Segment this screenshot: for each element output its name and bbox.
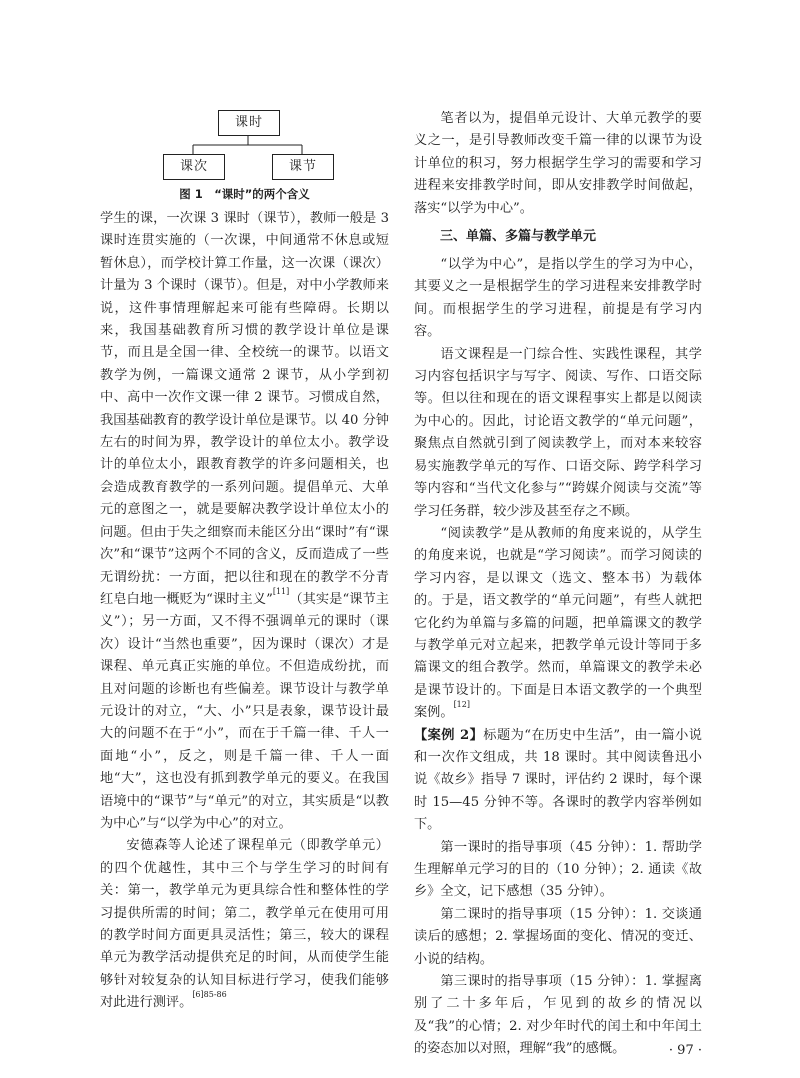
right-paragraph-2: “以学为中心”，是指以学生的学习为中心，其要义之一是根据学生的学习进程来安排教学时间。而根据学生的学习进程，前提是有学习内容。 <box>414 257 702 340</box>
right-column-text <box>414 108 702 1061</box>
left-column-text <box>100 208 389 1015</box>
left-paragraph-1-text: 学生的课，一次课 3 课时（课节），教师一般是 3 课时连贯实施的（一次课，中间通常不休息或短暂休息），而学校计算工作量，这一次课（课次）计量为 3 个课时（课节）。但是，对中小学教师来说，这件事情理解起来可能有些障碍。长期以来，我国基础教育所习惯的教学设计单位是课节，而且是全国一律、全校统一的课节。以语文教学为例，一篇课文通常 2 课节，从小学到初中、高中一次作文课一律 2 课节。习惯成自然，我国基础教育的教学设计单位是课节。以 40 分钟左右的时间为界，教学设计的单位太小。教学设计的单位太小，跟教育教学的许多问题相关，也会造成教育教学的一系列问题。提倡单元、大单元的意图之一，就是要解决教学设计单位太小的问题。但由于失之细察而未能区分出“课时”有“课次”和“课节”这两个不同的含义，反而造成了一些无谓纷扰：一方面，把以往和现在的教学不分青红皂白地一概贬为“课时主义” <box>100 211 389 607</box>
figure-1 <box>100 0 389 215</box>
right-paragraph-4-text: “阅读教学”是从教师的角度来说的，从学生的角度来说，也就是“学习阅读”。而学习阅读的学习内容，是以课文（选文、整本书）为载体的。于是，语文教学的“单元问题”，有些人就把它化约为单篇与多篇的问题，把单篇课文的教学与教学单元对立起来，把教学单元设计等同于多篇课文的组合教学。然而，单篇课文的教学未必是课节设计的。下面是日本语文教学的一个典型案例。 <box>414 525 702 721</box>
figure-caption: 图 1 “课时”的两个含义 <box>179 187 310 201</box>
lesson-3-paragraph: 第三课时的指导事项（15 分钟）：1. 掌握离别了二十多年后，乍见到的故乡的情况以及“我”的心情；2. 对少年时代的闰土和中年闰土的姿态加以对照，理解“我”的感慨。 <box>414 974 702 1057</box>
left-paragraph-2 <box>100 835 389 1014</box>
citation-12: [12] <box>453 700 470 710</box>
citation-11: [11] <box>272 586 290 596</box>
lesson-1-paragraph: 第一课时的指导事项（45 分钟）：1. 帮助学生理解单元学习的目的（10 分钟）；2. 通读《故乡》全文，记下感想（35 分钟）。 <box>414 839 702 900</box>
figure-box-keci: 课次 <box>163 154 225 180</box>
right-paragraph-4 <box>414 523 702 725</box>
figure-box-keshi: 课时 <box>218 110 280 136</box>
case-2-text: 标题为“在历史中生活”，由一篇小说和一次作文组成，共 18 课时。其中阅读鲁迅小说《故乡》指导 7 课时，评估约 2 课时，每个课时 15—45 分钟不等。各课时的教学内容举例如下。 <box>414 727 702 833</box>
figure-box-kejie: 课节 <box>272 154 334 180</box>
left-paragraph-1-continued: （其实是“课节主义”）；另一方面，又不得不强调单元的课时（课次）设计“当然也重要”，因为课时（课次）才是课程、单元真正实施的单位。不但造成纷扰，而且对问题的诊断也有些偏差。课节设计与教学单元设计的对立，“大、小”只是表象，课节设计最大的问题不在于“小”，而在于千篇一律、千人一面地“小”，反之，则是千篇一律、千人一面地“大”，这也没有抓到教学单元的要义。在我国语境中的“课节”与“单元”的对立，其实质是“以教为中心”与“以学为中心”的对立。 <box>100 591 389 831</box>
left-paragraph-1 <box>100 208 389 835</box>
figure-connector-lines <box>100 0 389 215</box>
right-paragraph-1: 笔者以为，提倡单元设计、大单元教学的要义之一，是引导教师改变千篇一律的以课节为设计单位的积习，努力根据学生学习的需要和学习进程来安排教学时间，即从安排教学时间做起，落实“以学为中心”。 <box>414 111 702 216</box>
citation-6: [6]85-86 <box>192 990 227 1000</box>
lesson-2-paragraph: 第二课时的指导事项（15 分钟）：1. 交谈通读后的感想；2. 掌握场面的变化、情况的变迁、小说的结构。 <box>414 906 702 967</box>
case-2-paragraph <box>414 725 702 837</box>
case-2-label: 【案例 2】 <box>414 727 484 743</box>
page-number: · 97 · <box>668 1043 702 1058</box>
left-paragraph-2-text: 安德森等人论述了课程单元（即教学单元）的四个优越性，其中三个与学生学习的时间有关：第一，教学单元为更具综合性和整体性的学习提供所需的时间；第二，教学单元在使用可用的教学时间方面更具灵活性；第三，较大的课程单元为教学活动提供充足的时间，从而使学生能够针对较复杂的认知目标进行学习，使我们能够对此进行测评。 <box>100 838 389 1011</box>
right-paragraph-3: 语文课程是一门综合性、实践性课程，其学习内容包括识字与写字、阅读、写作、口语交际等。但以往和现在的语文课程事实上都是以阅读为中心的。因此，讨论语文教学的“单元问题”，聚焦点自然就引到了阅读教学上，而对本来较容易实施教学单元的写作、口语交际、跨学科学习等内容和“当代文化参与”“跨媒介阅读与交流”等学习任务群，较少涉及甚至存之不顾。 <box>414 346 702 519</box>
section-heading: 三、单篇、多篇与教学单元 <box>440 229 597 245</box>
